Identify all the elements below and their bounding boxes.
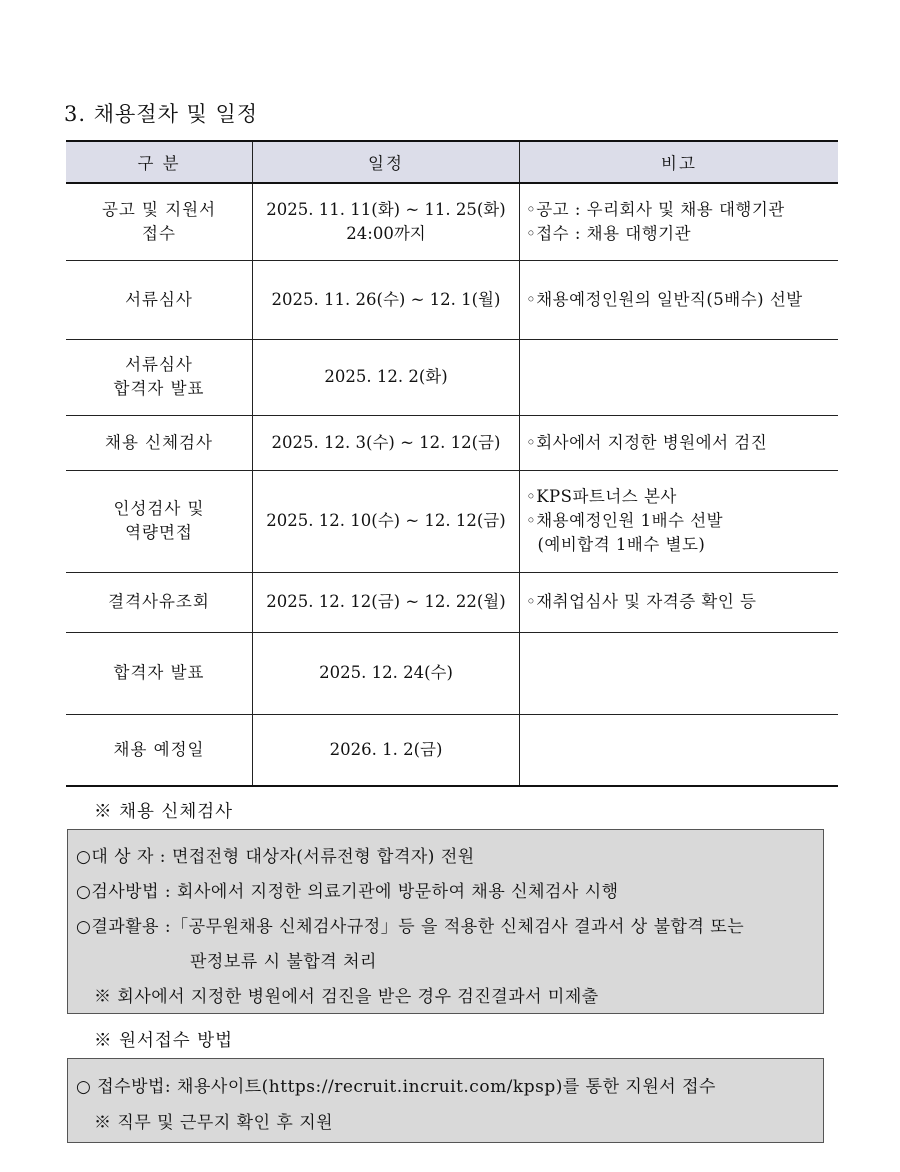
application-heading: ※ 원서접수 방법 [94,1031,234,1051]
stage-cell: 인성검사 및 역량면접 [66,470,253,572]
stage-cell: 채용 신체검사 [66,415,253,470]
health-check-remark: ※ 회사에서 지정한 병원에서 검진을 받은 경우 검진결과서 미제출 [94,987,599,1007]
stage-cell: 공고 및 지원서 접수 [66,183,253,260]
table-row [66,632,838,714]
header-remarks: 비고 [520,141,839,183]
application-method-line: ○ 접수방법: 채용사이트(https://recruit.incruit.com/kpsp)를 통한 지원서 접수 [76,1077,716,1097]
note-cell [520,339,839,415]
stage-cell: 서류심사 [66,260,253,339]
table-row [66,470,838,572]
header-category: 구 분 [66,141,253,183]
section-title: 3. 채용절차 및 일정 [64,102,259,126]
note-cell [520,714,839,786]
note-cell: ◦채용예정인원의 일반직(5배수) 선발 [520,260,839,339]
health-check-box [67,829,824,1014]
health-check-heading: ※ 채용 신체검사 [94,802,234,822]
stage-cell: 결격사유조회 [66,572,253,632]
stage-cell: 합격자 발표 [66,632,253,714]
note-cell: ◦공고 : 우리회사 및 채용 대행기관 ◦접수 : 채용 대행기관 [520,183,839,260]
note-cell: ◦KPS파트너스 본사 ◦채용예정인원 1배수 선발 (예비합격 1배수 별도) [520,470,839,572]
note-cell [520,632,839,714]
schedule-cell: 2025. 11. 26(수) ~ 12. 1(월) [253,260,520,339]
table-row [66,572,838,632]
table-row [66,714,838,786]
table-row [66,260,838,339]
target-line: ○대 상 자 : 면접전형 대상자(서류전형 합격자) 전원 [76,847,475,867]
stage-cell: 서류심사 합격자 발표 [66,339,253,415]
table-row [66,183,838,260]
table-row [66,339,838,415]
schedule-cell: 2025. 12. 10(수) ~ 12. 12(금) [253,470,520,572]
stage-cell: 채용 예정일 [66,714,253,786]
header-schedule: 일정 [253,141,520,183]
schedule-cell: 2025. 12. 3(수) ~ 12. 12(금) [253,415,520,470]
note-cell: ◦회사에서 지정한 병원에서 검진 [520,415,839,470]
note-cell: ◦재취업심사 및 자격증 확인 등 [520,572,839,632]
schedule-cell: 2025. 11. 11(화) ~ 11. 25(화) 24:00까지 [253,183,520,260]
schedule-cell: 2025. 12. 2(화) [253,339,520,415]
table-row [66,415,838,470]
schedule-cell: 2026. 1. 2(금) [253,714,520,786]
schedule-cell: 2025. 12. 12(금) ~ 12. 22(월) [253,572,520,632]
result-use-line: ○결과활용 :「공무원채용 신체검사규정」등 을 적용한 신체검사 결과서 상 불합격 또는 [76,917,745,937]
schedule-cell: 2025. 12. 24(수) [253,632,520,714]
application-box [67,1058,824,1143]
schedule-table [66,140,838,787]
application-remark: ※ 직무 및 근무지 확인 후 지원 [94,1113,334,1133]
result-use-continuation: 판정보류 시 불합격 처리 [190,952,377,972]
method-line: ○검사방법 : 회사에서 지정한 의료기관에 방문하여 채용 신체검사 시행 [76,882,619,902]
table-header-row [66,141,838,183]
